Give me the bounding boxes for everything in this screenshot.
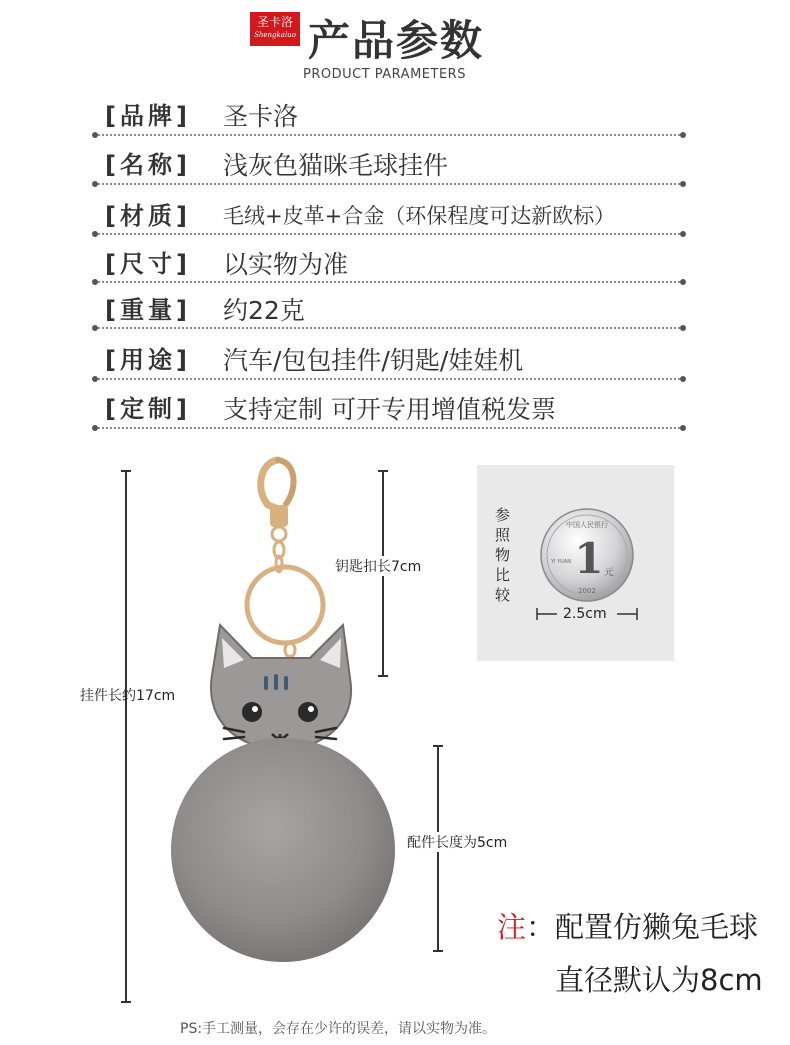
param-value: 浅灰色猫咪毛球挂件	[223, 151, 449, 180]
page-title: 产品参数	[308, 16, 485, 65]
param-label: [名称]	[105, 151, 191, 179]
note-prefix: 注	[497, 910, 527, 944]
coin-year: 2002	[578, 587, 596, 595]
param-row-brand	[105, 96, 685, 136]
row-divider	[95, 427, 683, 429]
coin-top-text: 中国人民银行	[566, 521, 608, 529]
param-label: [尺寸]	[105, 250, 191, 278]
coin-reference-label: 参照物比较	[495, 506, 511, 604]
param-row-custom	[105, 389, 685, 429]
row-divider	[95, 233, 683, 235]
logo-subtext: Shengkaluo	[254, 31, 296, 39]
param-value: 圣卡洛	[223, 102, 299, 131]
param-label: [材质]	[105, 202, 191, 230]
note-line-2: 直径默认为8cm	[555, 963, 763, 997]
param-row-size	[105, 244, 685, 284]
param-row-name	[105, 145, 685, 185]
row-divider	[95, 183, 683, 185]
row-divider	[95, 281, 683, 283]
row-divider	[95, 327, 683, 329]
param-row-material	[105, 196, 685, 236]
note-line-1	[497, 905, 758, 946]
keyring-length-label: 钥匙扣长7cm	[333, 556, 423, 576]
accessory-length-label: 配件长度为5cm	[405, 832, 509, 852]
param-value: 以实物为准	[223, 250, 349, 279]
row-divider	[95, 378, 683, 380]
param-label: [用途]	[105, 346, 191, 374]
total-length-marker	[121, 470, 131, 1003]
note-text-1: ：配置仿獭兔毛球	[526, 910, 759, 944]
param-row-weight	[105, 290, 685, 330]
brand-logo	[250, 12, 300, 46]
param-label: [重量]	[105, 296, 191, 324]
param-value: 约22克	[223, 296, 305, 325]
footer-disclaimer: PS:手工测量，会存在少许的误差，请以实物为准。	[180, 1021, 497, 1037]
coin-value-char: 元	[604, 568, 614, 578]
page-subtitle: PRODUCT PARAMETERS	[303, 67, 466, 82]
param-value: 毛绒+皮革+合金（环保程度可达新欧标）	[223, 204, 616, 228]
coin-pinyin: YI YUAN	[551, 559, 571, 565]
coin-diameter-label: 2.5cm	[563, 606, 607, 622]
param-label: [品牌]	[105, 102, 191, 130]
coin-icon	[539, 507, 635, 603]
total-length-label: 挂件长约17cm	[80, 688, 176, 704]
logo-text: 圣卡洛	[256, 15, 293, 29]
cat-pompom-keychain-image	[160, 450, 420, 970]
param-label: [定制]	[105, 395, 191, 423]
param-row-usage	[105, 340, 685, 380]
row-divider	[95, 134, 683, 136]
coin-value-numeral: 1	[574, 534, 604, 583]
param-value: 支持定制 可开专用增值税发票	[223, 395, 556, 424]
coin-reference-box	[477, 465, 674, 661]
param-value: 汽车/包包挂件/钥匙/娃娃机	[223, 346, 524, 375]
